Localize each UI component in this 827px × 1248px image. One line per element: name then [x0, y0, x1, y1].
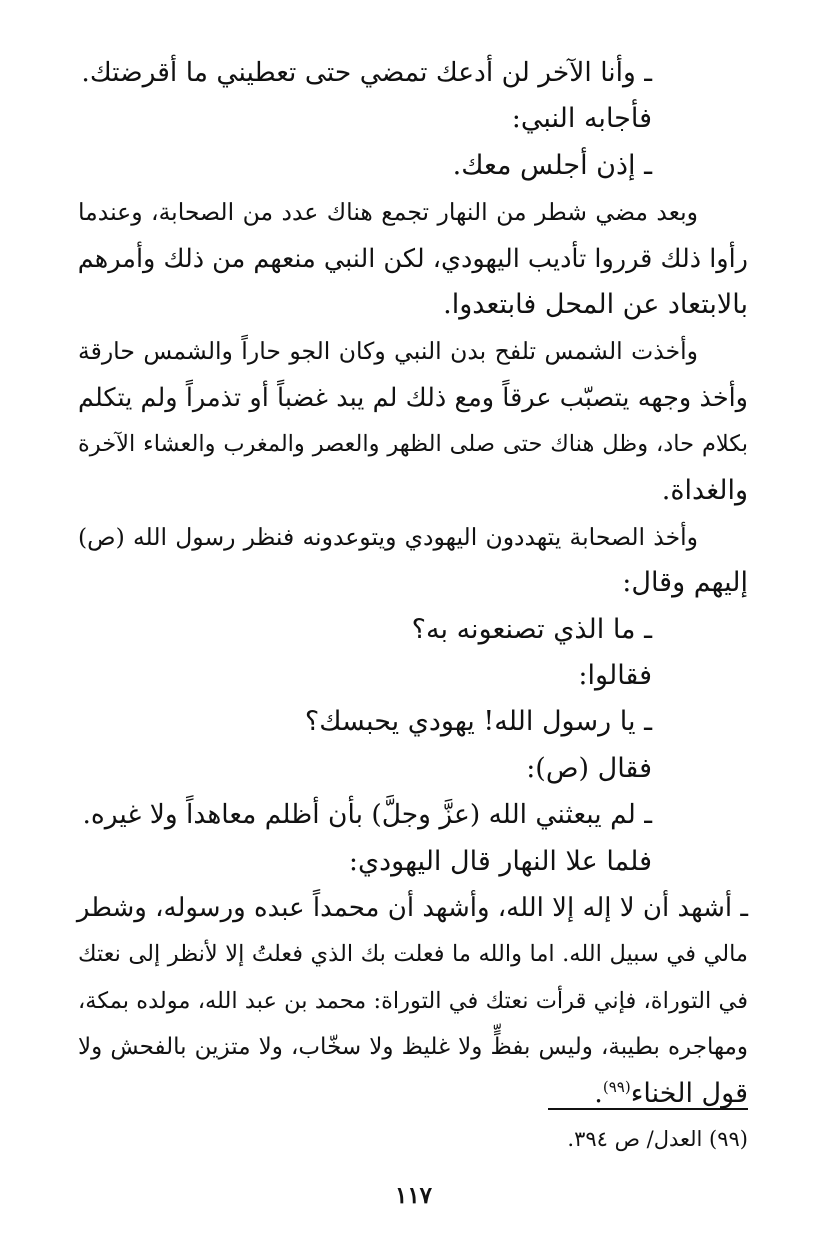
text-line: وأخذت الشمس تلفح بدن النبي وكان الجو حاراً والشمس حارقة: [78, 337, 698, 366]
page-number: ١١٧: [394, 1182, 433, 1209]
text-line: في التوراة، فإني قرأت نعتك في التوراة: محمد بن عبد الله، مولده بمكة،: [78, 987, 748, 1014]
text-line: ـ إذن أجلس معك.: [452, 149, 652, 181]
text-line: ـ لم يبعثني الله (عزَّ وجلَّ) بأن أظلم معاهداً ولا غيره.: [82, 799, 652, 831]
text-line: بكلام حاد، وظل هناك حتى صلى الظهر والعصر والمغرب والعشاء الآخرة: [78, 431, 748, 458]
footnote-ref: (٩٩): [602, 1077, 631, 1096]
text-line: بالابتعاد عن المحل فابتعدوا.: [443, 288, 748, 320]
text-line: فقال (ص):: [526, 752, 652, 784]
text-line: وبعد مضي شطر من النهار تجمع هناك عدد من الصحابة، وعندما: [78, 198, 698, 227]
footnote: (٩٩) العدل/ ص ٣٩٤.: [567, 1127, 748, 1151]
text-line: إليهم وقال:: [622, 567, 748, 599]
text-line: رأوا ذلك قرروا تأديب اليهودي، لكن النبي منعهم من ذلك وأمرهم: [77, 243, 748, 274]
text-line-content: قول الخناء: [630, 1077, 748, 1109]
text-line: ـ أشهد أن لا إله إلا الله، وأشهد أن محمداً عبده ورسوله، وشطر: [76, 893, 748, 924]
text-line-last: [78, 1071, 748, 1117]
text-line: وأخذ وجهه يتصبّب عرقاً ومع ذلك لم يبد غضباً أو تذمراً ولم يتكلم: [78, 382, 748, 413]
text-line: وأخذ الصحابة يتهددون اليهودي ويتوعدونه فنظر رسول الله (ص): [78, 522, 698, 551]
text-line: ـ وأنا الآخر لن أدعك تمضي حتى تعطيني ما أقرضتك.: [81, 57, 652, 88]
body-text: [78, 50, 748, 1117]
text-line: ومهاجره بطيبة، وليس بفظٍّ ولا غليظ ولا سخّاب، ولا متزين بالفحش ولا: [78, 1034, 748, 1061]
text-line: فقالوا:: [578, 660, 652, 692]
text-line: ـ يا رسول الله! يهودي يحبسك؟: [304, 706, 652, 738]
text-line: فأجابه النبي:: [511, 103, 652, 135]
text-line-end: .: [594, 1077, 603, 1109]
text-line: فلما علا النهار قال اليهودي:: [348, 845, 652, 877]
text-line: والغداة.: [661, 474, 748, 506]
text-line: ـ ما الذي تصنعونه به؟: [411, 613, 652, 645]
text-line: مالي في سبيل الله. اما والله ما فعلت بك الذي فعلتُ إلا لأنظر إلى نعتك: [78, 941, 748, 968]
footnote-divider: [548, 1108, 748, 1110]
